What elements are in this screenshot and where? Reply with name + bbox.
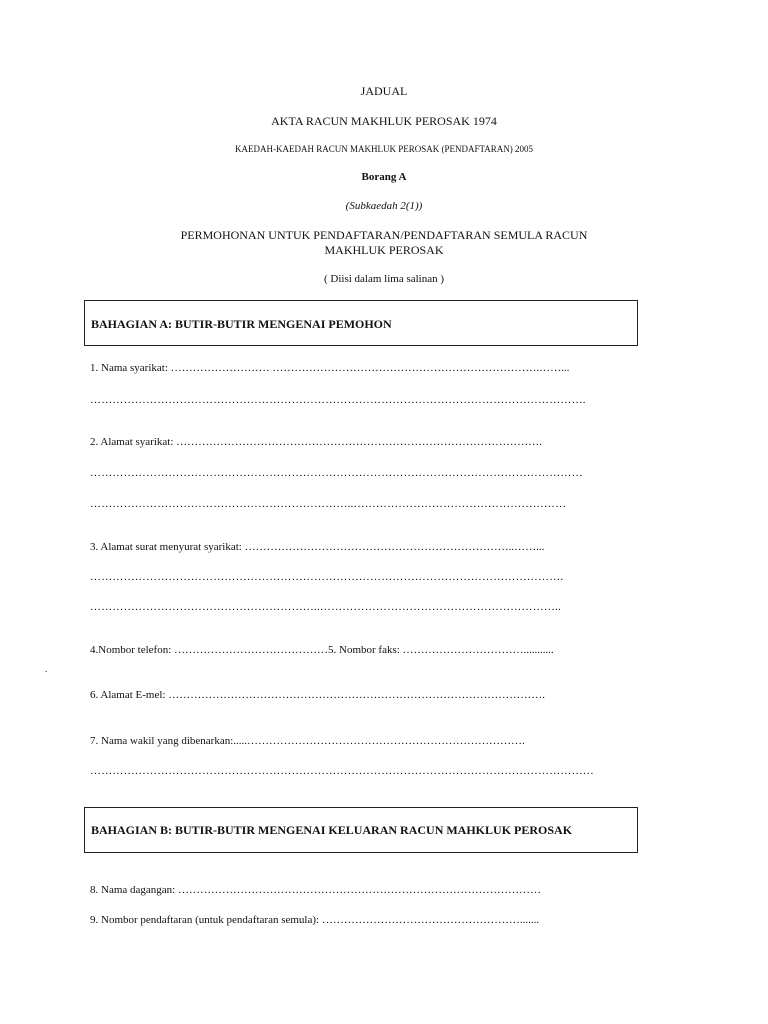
section-a-header — [84, 300, 638, 346]
schedule-label: JADUAL — [360, 84, 408, 98]
registration-number-field[interactable]: 9. Nombor pendaftaran (untuk pendaftaran semula): ………………………………………………....... — [90, 914, 540, 926]
mailing-address-field[interactable]: 3. Alamat surat menyurat syarikat: ………………………………………………………………..……... — [90, 541, 545, 553]
section-a-title: BAHAGIAN A: BUTIR-BUTIR MENGENAI PEMOHON — [91, 317, 392, 331]
form-name: Borang A — [361, 171, 407, 183]
mailing-address-line-2[interactable]: ………………………………………………………………………………………………………………. — [90, 571, 564, 583]
copies-note: ( Diisi dalam lima salinan ) — [323, 273, 445, 285]
section-b-header — [84, 807, 638, 853]
company-address-line-3[interactable]: ……………………………………………………………..………………………………………………… — [90, 498, 567, 510]
authorized-representative-line-2[interactable]: ……………………………………………………………………………………………………………………… — [90, 765, 594, 777]
form-title-line-1: PERMOHONAN UNTUK PENDAFTARAN/PENDAFTARAN SEMULA RACUN — [180, 228, 588, 242]
regulations-title: KAEDAH-KAEDAH RACUN MAKHLUK PEROSAK (PENDAFTARAN) 2005 — [234, 144, 534, 154]
stray-mark: . — [45, 664, 48, 674]
company-name-field[interactable]: 1. Nama syarikat: ……………………… ……………………………………………………………….……... — [90, 362, 570, 374]
subrule-reference: (Subkaedah 2(1)) — [345, 200, 423, 212]
company-name-continuation-line[interactable]: ……………………………………………………………………………………………………………………. — [90, 394, 586, 406]
form-title-line-2: MAKHLUK PEROSAK — [324, 243, 444, 257]
phone-fax-field[interactable]: 4.Nombor telefon: ……………………………………5. Nombor faks: ……………………………........... — [90, 644, 554, 656]
company-address-line-2[interactable]: …………………………………………………………………………………………………………………… — [90, 467, 583, 479]
company-address-field[interactable]: 2. Alamat syarikat: ………………………………………………………………………………………. — [90, 436, 542, 448]
email-field[interactable]: 6. Alamat E-mel: …………………………………………………………………………………………. — [90, 689, 545, 701]
section-b-title: BAHAGIAN B: BUTIR-BUTIR MENGENAI KELUARAN RACUN MAHKLUK PEROSAK — [91, 823, 573, 837]
trade-name-field[interactable]: 8. Nama dagangan: ……………………………………………………………………………………… — [90, 884, 541, 896]
mailing-address-line-3[interactable]: ……………………………………………………..……………………………………………………….. — [90, 601, 561, 613]
act-title: AKTA RACUN MAKHLUK PEROSAK 1974 — [271, 114, 497, 128]
authorized-representative-field[interactable]: 7. Nama wakil yang dibenarkan:.....…………………………………………………………………. — [90, 735, 525, 747]
